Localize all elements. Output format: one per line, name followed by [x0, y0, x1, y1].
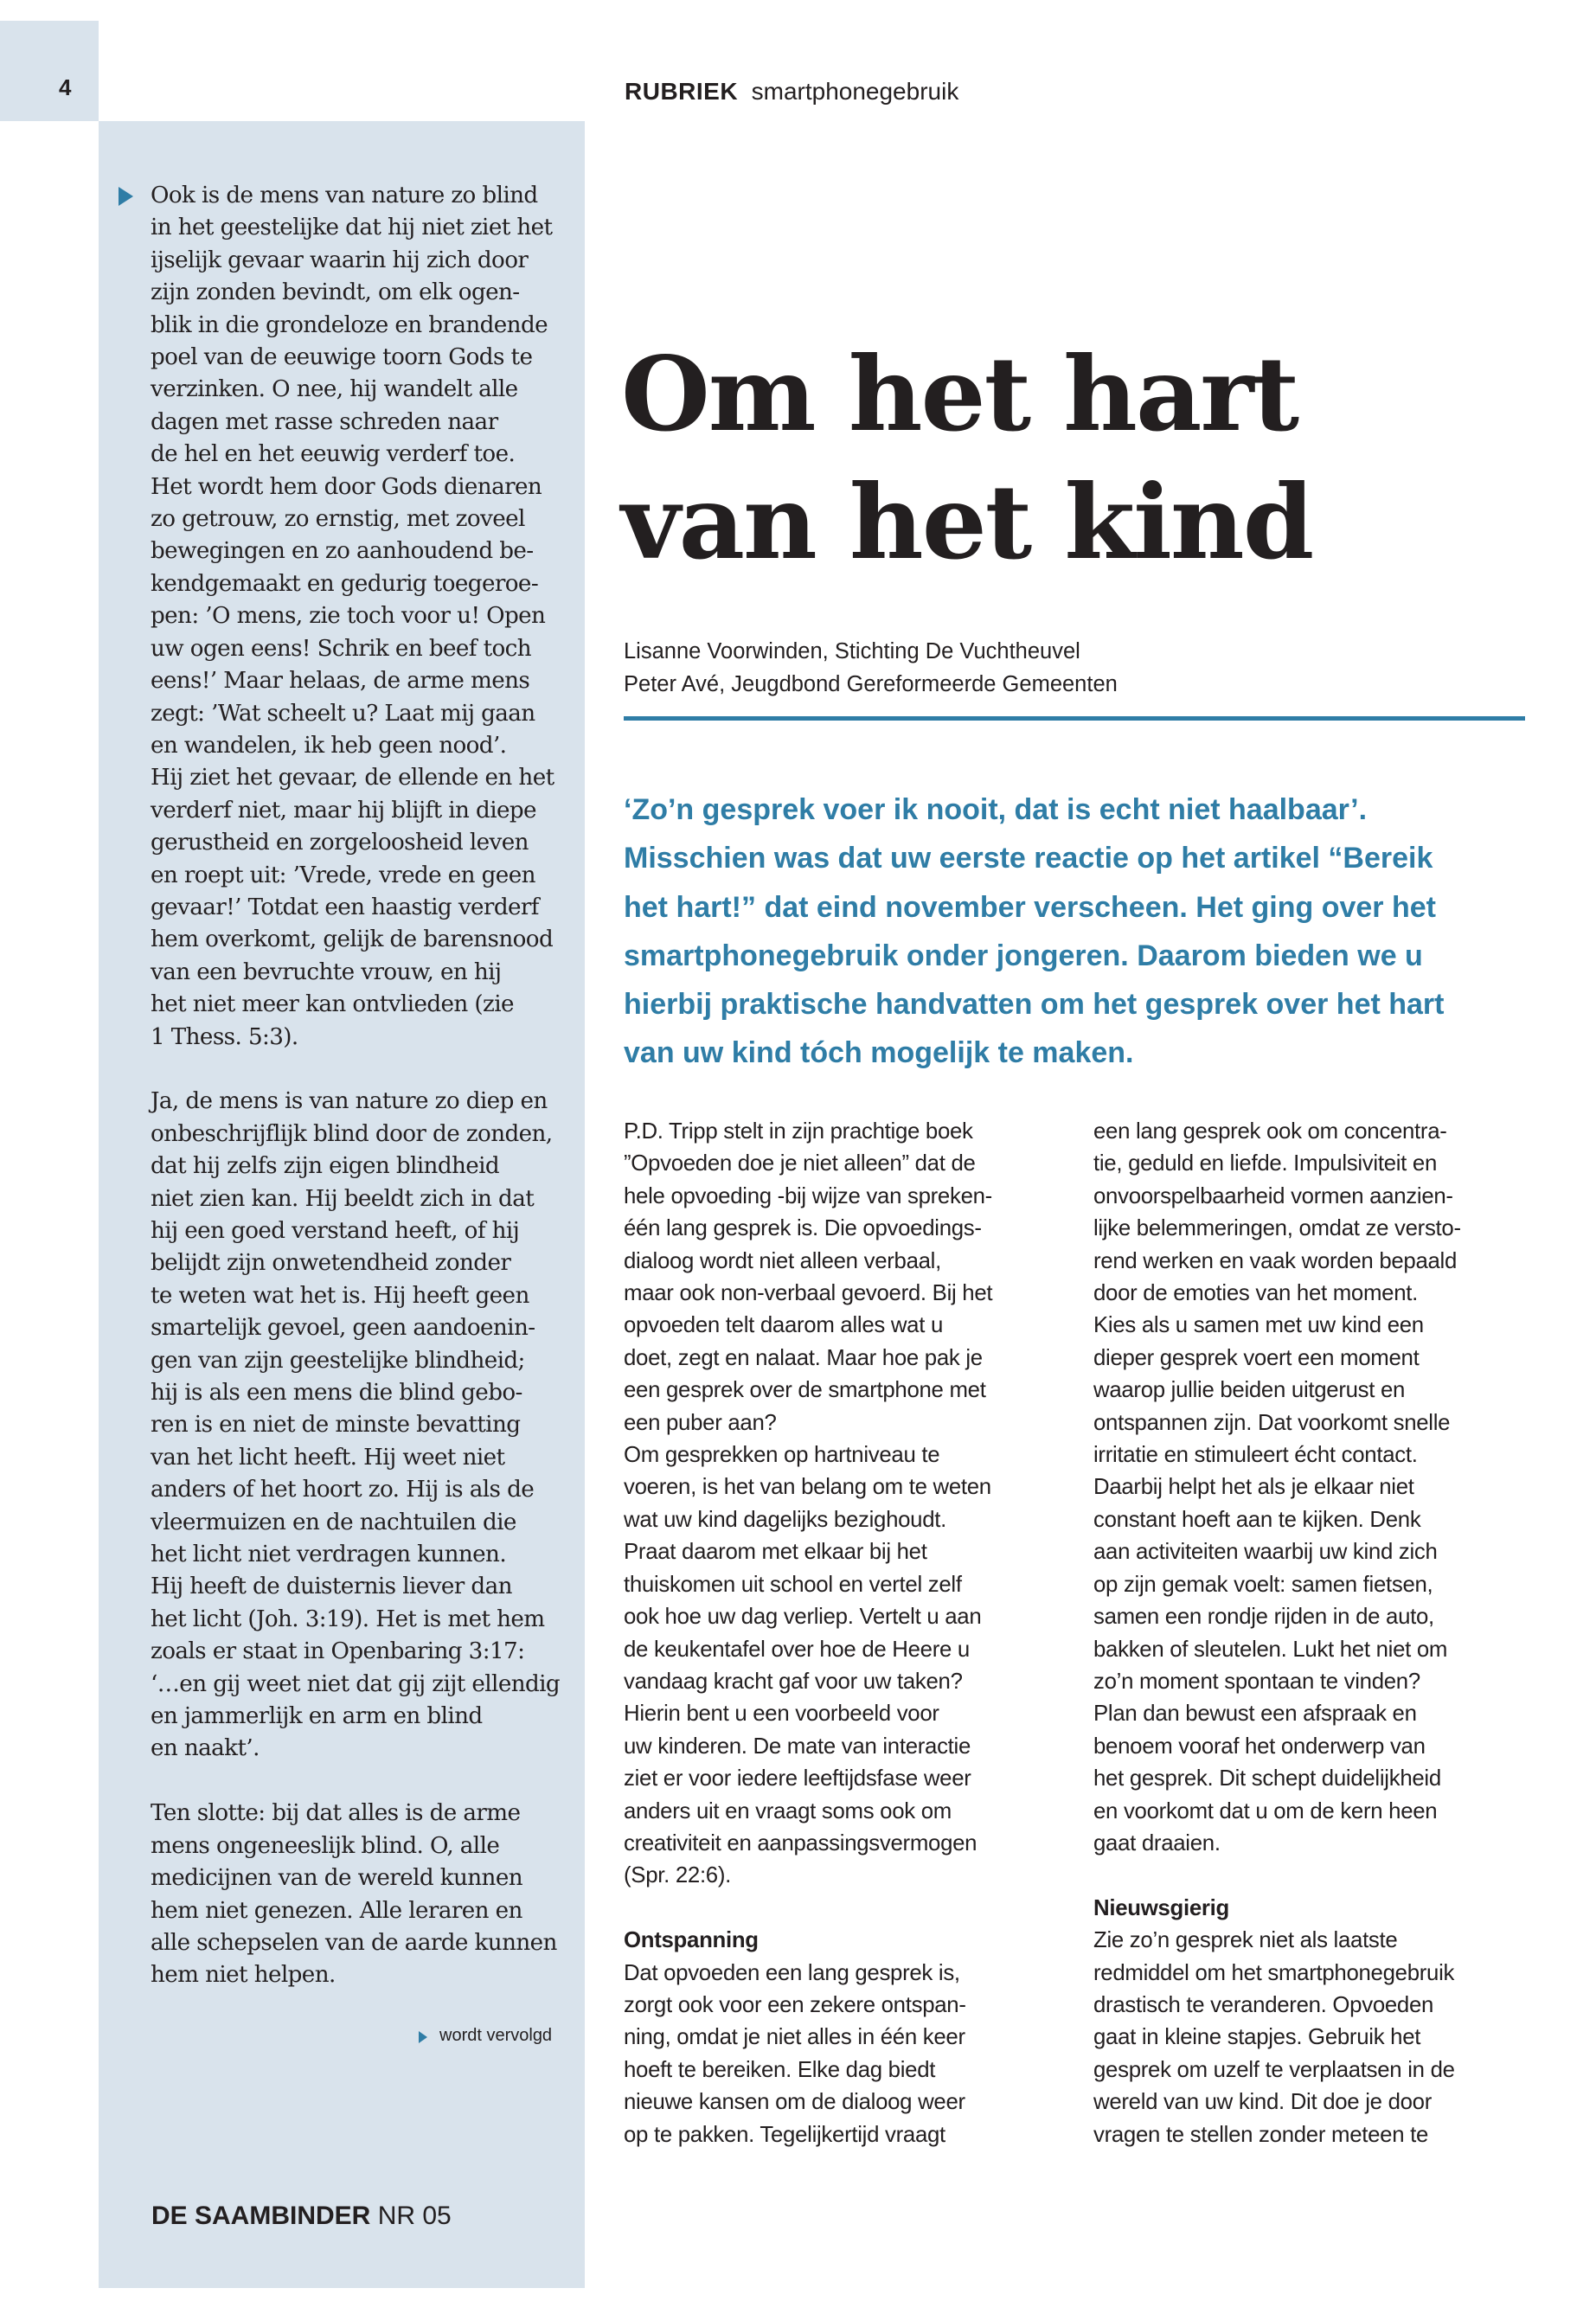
article-title: Om het hart van het kind [621, 334, 1313, 582]
title-divider [624, 716, 1525, 721]
article-column-right [1093, 1116, 1543, 2151]
body-paragraph: Dat opvoeden een lang gesprek is, zorgt ook voor een zekere ontspan- ning, omdat je niet alles in één keer hoeft te bereiken. Elke dag biedt nieuwe kansen om de dialoog weer op te pakken. Tegelijkertijd vraagt [624, 1960, 966, 2147]
sidebar-paragraph: Ook is de mens van nature zo blind in het geestelijke dat hij niet ziet het ijselijk gevaar waarin hij zich door zijn zonden bevindt, om elk ogen- blik in die grondeloze en brandende poel van de eeuwige toorn Gods te verzinken. O nee, hij wandelt alle dagen met rasse schreden naar de hel en het eeuwig verderf toe. Het wordt hem door Gods dienaren zo getrouw, zo ernstig, met zoveel bewegingen en zo aanhoudend be- kendgemaakt en gedurig toegeroe- pen: ’O mens, zie toch voor u! Open uw ogen eens! Schrik en beef toch eens!’ Maar helaas, de arme mens zegt: ’Wat scheelt u? Laat mij gaan en wandelen, ik heb geen nood’. Hij ziet het gevaar, de ellende en het verderf niet, maar hij blijft in diepe gerustheid en zorgeloosheid leven en roept uit: ’Vrede, vrede en geen gevaar!’ Totdat een haastig verderf hem overkomt, gelijk de barensnood van een bevruchte vrouw, en hij het niet meer kan ontvlieden (zie 1 Thess. 5:3). [151, 183, 554, 1050]
article-column-left [624, 1116, 1074, 2151]
play-arrow-icon [119, 187, 133, 206]
footer-magazine [151, 2202, 452, 2231]
rubric-topic: smartphonegebruik [751, 78, 959, 105]
author-line: Peter Avé, Jeugdbond Gereformeerde Gemeenten [624, 672, 1118, 696]
section-heading: Nieuwsgierig [1093, 1895, 1229, 1920]
continued-label: wordt vervolgd [439, 2026, 553, 2045]
article-authors [624, 635, 1523, 701]
continue-arrow-icon [419, 2031, 427, 2043]
body-paragraph: P.D. Tripp stelt in zijn prachtige boek ”Opvoeden doe je niet alleen” dat de hele opvoeding -bij wijze van spreken- één lang gesprek is. Die opvoedings- dialoog wordt niet alleen verbaal, maar ook non-verbaal gevoerd. Bij het opvoeden telt daarom alles wat u doet, zegt en nalaat. Maar hoe pak je een gesprek over de smartphone met een puber aan? [624, 1119, 993, 1435]
rubric-label: RUBRIEK [625, 78, 739, 105]
page-number-box [0, 21, 99, 121]
issue-number: NR 05 [377, 2202, 452, 2230]
rubric-header [625, 78, 958, 106]
sidebar-paragraph: Ten slotte: bij dat alles is de arme mens ongeneeslijk blind. O, alle medicijnen van de wereld kunnen hem niet genezen. Alle leraren en alle schepselen van de aarde kunnen hem niet helpen. [151, 1800, 557, 1989]
body-paragraph: een lang gesprek ook om concentra- tie, geduld en liefde. Impulsiviteit en onvoorspelbaarheid vormen aanzien- lijke belemmeringen, omdat ze versto- rend werken en vaak worden bepaald door de emoties van het moment. Kies als u samen met uw kind een dieper gesprek voert een moment waarop jullie beiden uitgerust en ontspannen zijn. Dat voorkomt snelle irritatie en stimuleert écht contact. Daarbij helpt het als je elkaar niet constant hoeft aan te kijken. Denk aan activiteiten waarbij uw kind zich op zijn gemak voelt: samen fietsen, samen een rondje rijden in de auto, bakken of sleutelen. Lukt het niet om zo’n moment spontaan te vinden? Plan dan bewust een afspraak en benoem vooraf het onderwerp van het gesprek. Dit schept duidelijkheid en voorkomt dat u om de kern heen gaat draaien. [1093, 1119, 1461, 1856]
body-paragraph: Zie zo’n gesprek niet als laatste redmiddel om het smartphonegebruik drastisch te veranderen. Opvoeden gaat in kleine stapjes. Gebruik het gesprek om uzelf te verplaatsen in de wereld van uw kind. Dit doe je door vragen te stellen zonder meteen te [1093, 1928, 1455, 2147]
sidebar-text [151, 180, 573, 2024]
body-paragraph: Om gesprekken op hartniveau te voeren, is het van belang om te weten wat uw kind dagelijks bezighoudt. Praat daarom met elkaar bij het thuiskomen uit school en vertel zelf ook hoe uw dag verliep. Vertelt u aan de keukentafel over hoe de Heere u vandaag kracht gaf voor uw taken? Hierin bent u een voorbeeld voor uw kinderen. De mate van interactie ziet er voor iedere leeftijdsfase weer anders uit en vraagt soms ook om creativiteit en aanpassingsvermogen (Spr. 22:6). [624, 1443, 991, 1888]
magazine-name: DE SAAMBINDER [151, 2202, 371, 2230]
author-line: Lisanne Voorwinden, Stichting De Vuchtheuvel [624, 639, 1080, 663]
article-intro: ‘Zo’n gesprek voer ik nooit, dat is echt niet haalbaar’. Misschien was dat uw eerste reactie op het artikel “Bereik het hart!” dat eind november verscheen. Het ging over het smartphonegebruik onder jongeren. Daarom bieden we u hierbij praktische handvatten om het gesprek over het hart van uw kind tóch mogelijk te maken. [624, 793, 1445, 1070]
page-number: 4 [59, 74, 72, 100]
section-heading: Ontspanning [624, 1928, 759, 1953]
sidebar-paragraph: Ja, de mens is van nature zo diep en onbeschrijflijk blind door de zonden, dat hij zelfs zijn eigen blindheid niet zien kan. Hij beeldt zich in dat hij een goed verstand heeft, of hij belijdt zijn onwetendheid zonder te weten wat het is. Hij heeft geen smartelijk gevoel, geen aandoenin- gen van zijn geestelijke blindheid; hij is als een mens die blind gebo- ren is en niet de minste bevatting van het licht heeft. Hij weet niet anders of het hoort zo. Hij is als de vleermuizen en de nachtuilen die het licht niet verdragen kunnen. Hij heeft de duisternis liever dan het licht (Joh. 3:19). Het is met hem zoals er staat in Openbaring 3:17: ‘…en gij weet niet dat gij zijt ellendig en jammerlijk en arm en blind en naakt’. [151, 1088, 561, 1762]
